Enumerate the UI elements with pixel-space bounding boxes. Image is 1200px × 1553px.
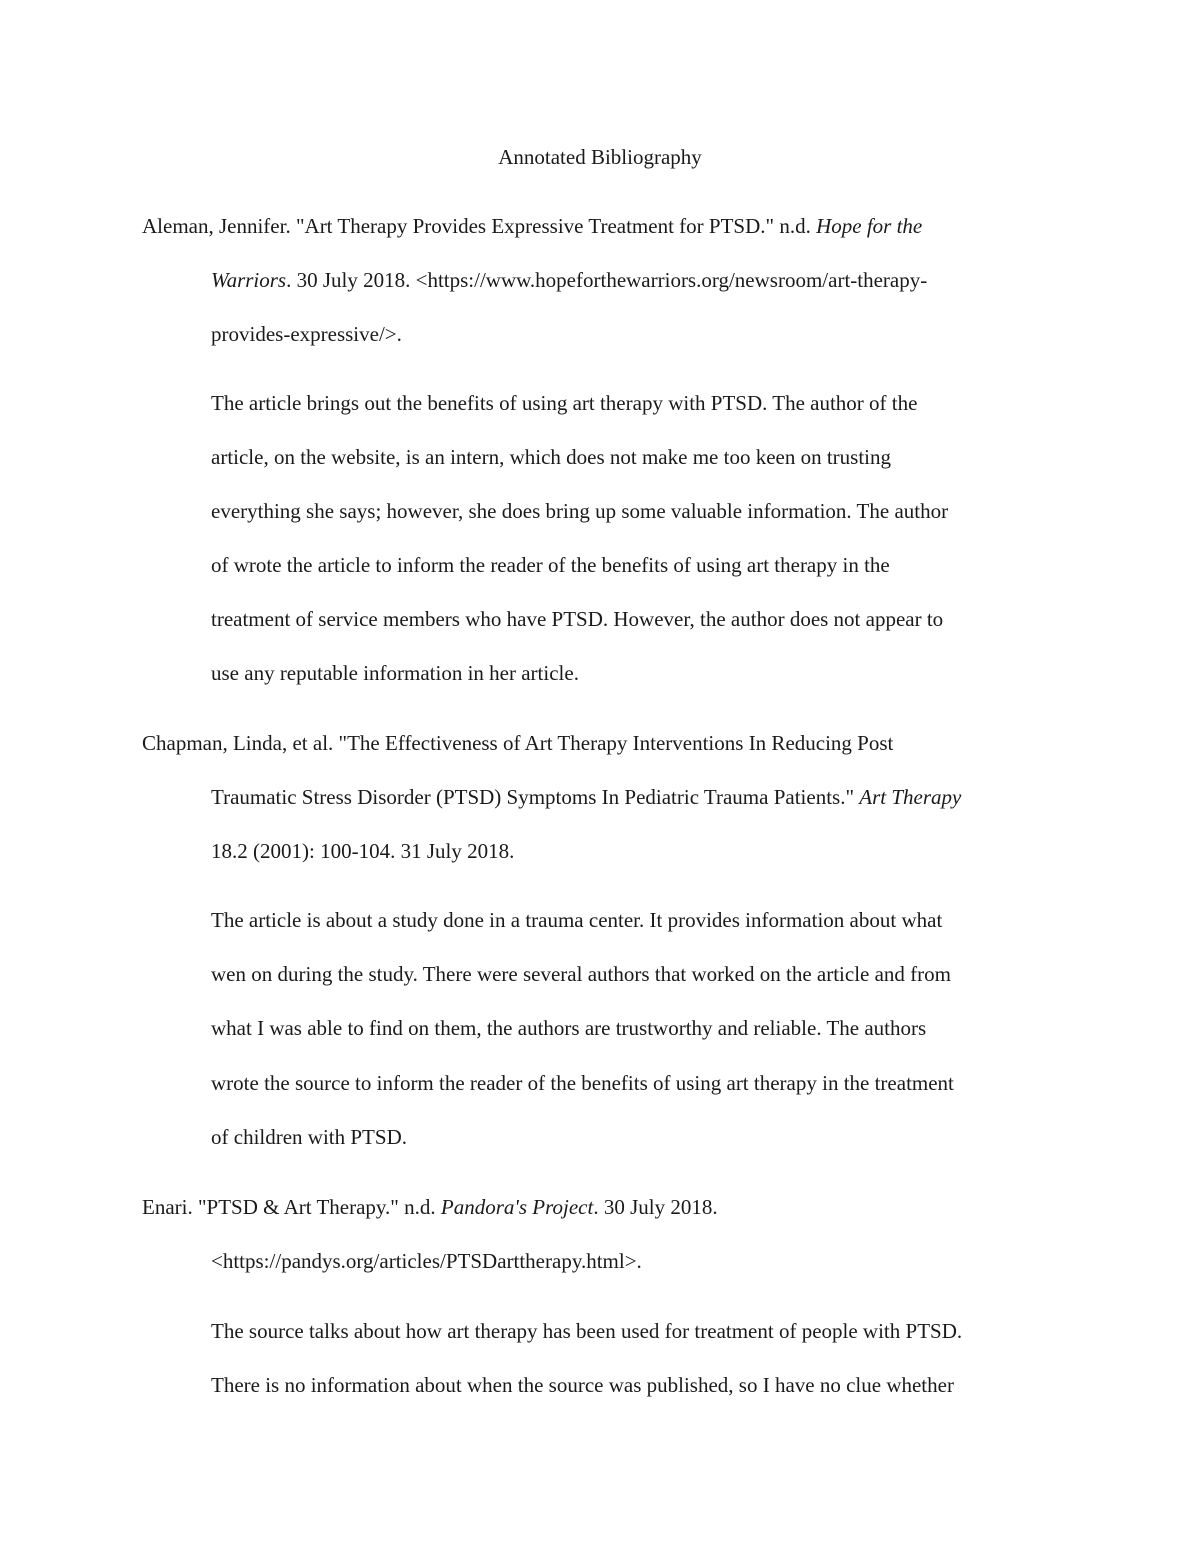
- citation-2-line-1: Chapman, Linda, et al. "The Effectiveness of Art Therapy Interventions In Reducing Post: [142, 731, 894, 755]
- citation-2-line-3: 18.2 (2001): 100-104. 31 July 2018.: [211, 839, 515, 863]
- citation-3-text: Enari. "PTSD & Art Therapy." n.d.: [142, 1195, 441, 1219]
- annotation-2-line-3: what I was able to find on them, the authors are trustworthy and reliable. The authors: [211, 1016, 927, 1040]
- annotation-2-line-4: wrote the source to inform the reader of the benefits of using art therapy in the treatment: [211, 1071, 954, 1095]
- annotation-1-line-2: article, on the website, is an intern, which does not make me too keen on trusting: [211, 445, 891, 469]
- annotation-1-line-5: treatment of service members who have PTSD. However, the author does not appear to: [211, 607, 944, 631]
- citation-1-source-title-cont: Warriors: [211, 268, 287, 292]
- citation-1-text: Aleman, Jennifer. "Art Therapy Provides Expressive Treatment for PTSD." n.d.: [142, 214, 817, 238]
- annotation-1-line-1: The article brings out the benefits of using art therapy with PTSD. The author of the: [211, 391, 918, 415]
- annotation-1-line-4: of wrote the article to inform the reader of the benefits of using art therapy in the: [211, 553, 890, 577]
- citation-2-line-2: [211, 780, 961, 814]
- citation-2-journal-title: Art Therapy: [859, 785, 962, 809]
- citation-1-line-2: [211, 263, 927, 297]
- citation-2-text: Traumatic Stress Disorder (PTSD) Symptoms In Pediatric Trauma Patients.": [211, 785, 860, 809]
- annotation-2-line-5: of children with PTSD.: [211, 1125, 407, 1149]
- annotation-3-line-1: The source talks about how art therapy has been used for treatment of people with PTSD.: [211, 1319, 963, 1343]
- annotation-1-line-6: use any reputable information in her article.: [211, 661, 579, 685]
- annotation-3-line-2: There is no information about when the source was published, so I have no clue whether: [211, 1373, 954, 1397]
- citation-1-url: . 30 July 2018. <https://www.hopeforthewarriors.org/newsroom/art-therapy-: [286, 268, 928, 292]
- page-title: Annotated Bibliography: [498, 145, 702, 169]
- annotation-1-line-3: everything she says; however, she does bring up some valuable information. The author: [211, 499, 949, 523]
- citation-3-source-title: Pandora's Project: [440, 1195, 594, 1219]
- citation-1-line-3: provides-expressive/>.: [211, 322, 402, 346]
- citation-1-source-title: Hope for the: [816, 214, 923, 238]
- citation-3-date: . 30 July 2018.: [593, 1195, 718, 1219]
- annotation-2-line-2: wen on during the study. There were several authors that worked on the article and from: [211, 962, 952, 986]
- citation-3-line-2: <https://pandys.org/articles/PTSDarttherapy.html>.: [211, 1249, 642, 1273]
- citation-1-line-1: [142, 209, 922, 243]
- citation-3-line-1: [142, 1190, 718, 1224]
- annotation-2-line-1: The article is about a study done in a trauma center. It provides information about what: [211, 908, 943, 932]
